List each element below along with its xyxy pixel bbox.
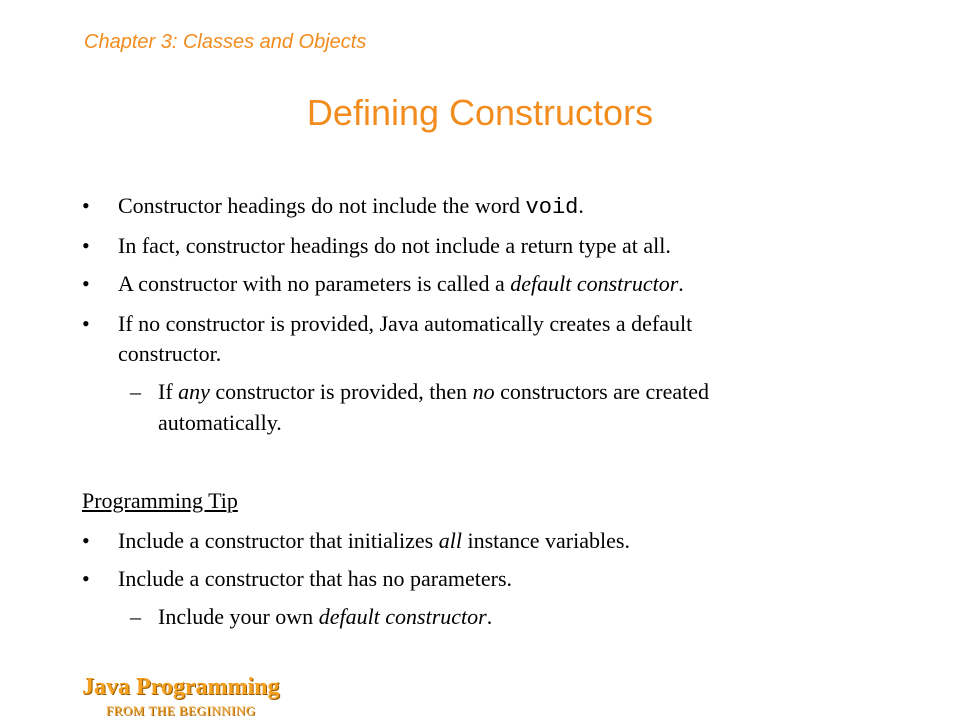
dash-marker: – — [130, 604, 141, 629]
dash-marker: – — [130, 379, 141, 404]
sub-bullet-text: automatically. — [158, 410, 282, 435]
tip-text: Include a constructor that has no parameters. — [118, 566, 513, 591]
book-logo-subtitle: FROM THE BEGINNING — [106, 703, 256, 718]
tip-sub-text: Include your own default constructor. — [158, 604, 493, 629]
bullet-marker: • — [82, 193, 90, 218]
bullet-text: If no constructor is provided, Java automatically creates a default — [118, 311, 693, 336]
tip-text: Include a constructor that initializes all instance variables. — [118, 528, 630, 553]
emphasis: default constructor — [510, 271, 679, 296]
bullet-text: Constructor headings do not include the word void. — [118, 193, 584, 220]
tip-heading: Programming Tip — [82, 488, 238, 513]
bullet-text: A constructor with no parameters is called a default constructor. — [118, 271, 684, 296]
bullet-marker: • — [82, 271, 90, 296]
book-logo: Java Programming — [82, 674, 280, 700]
chapter-label: Chapter 3: Classes and Objects — [84, 31, 367, 53]
code-keyword: void — [525, 195, 579, 220]
bullet-marker: • — [82, 311, 90, 336]
bullet-text: In fact, constructor headings do not include a return type at all. — [118, 233, 671, 258]
sub-bullet-text: If any constructor is provided, then no constructors are created — [158, 379, 710, 404]
bullet-marker: • — [82, 566, 90, 591]
bullet-marker: • — [82, 528, 90, 553]
slide-title: Defining Constructors — [306, 92, 654, 133]
bullet-text: constructor. — [118, 341, 222, 366]
bullet-marker: • — [82, 233, 90, 258]
